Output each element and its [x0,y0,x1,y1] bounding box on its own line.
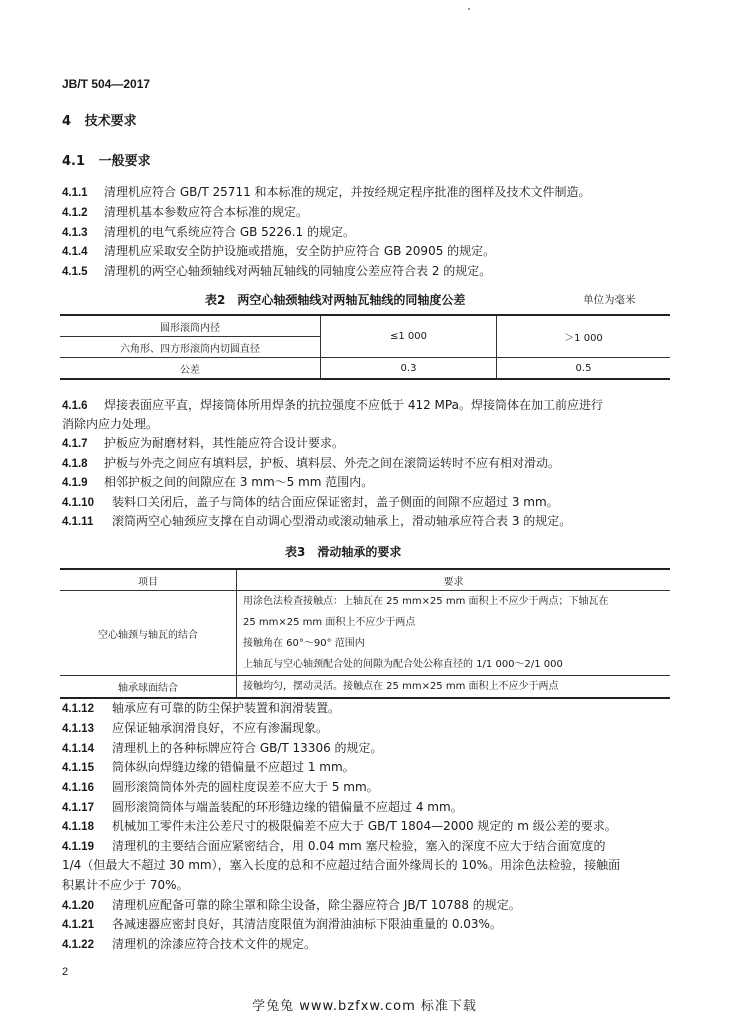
scan-speck [468,8,470,10]
clause-4-1-16: 4.1.16 圆形滚筒筒体外壳的圆柱度误差不应大于 5 mm。 [62,780,379,794]
clause-4-1-22: 4.1.22 清理机的涂漆应符合技术文件的规定。 [62,937,317,951]
clause-4-1-17: 4.1.17 圆形滚筒筒体与端盖装配的环形缝边缘的错偏量不应超过 4 mm。 [62,800,463,814]
clause-4-1-11: 4.1.11 滚筒两空心轴颈应支撑在自动调心型滑动或滚动轴承上，滑动轴承应符合表 3 的规定。 [62,514,572,528]
clause-4-1-14: 4.1.14 清理机上的各种标牌应符合 GB/T 13306 的规定。 [62,741,383,755]
clause-4-1-4: 4.1.4 清理机应采取安全防护设施或措施，安全防护应符合 GB 20905 的规定。 [62,244,496,258]
table-2-caption: 表2 两空心轴颈轴线对两轴瓦轴线的同轴度公差 [205,293,466,307]
section-4-1-heading: 4.1 一般要求 [62,154,151,169]
clause-4-1-19-cont-1: 1/4（但最大不超过 30 mm），塞入长度的总和不应超过结合面外缘周长的 10%。用涂色法检验，接触面 [62,858,621,872]
t2-tol-label: 公差 [60,358,321,380]
t2-tol-gt: 0.5 [497,358,671,380]
t3-col-item: 项目 [60,569,237,591]
table-3-caption: 表3 滑动轴承的要求 [285,545,402,559]
clause-4-1-18: 4.1.18 机械加工零件未注公差尺寸的极限偏差不应大于 GB/T 1804—2000 规定的 m 级公差的要求。 [62,819,617,833]
section-4-heading: 4 技术要求 [62,114,137,129]
clause-4-1-10: 4.1.10 装料口关闭后，盖子与筒体的结合面应保证密封，盖子侧面的间隙不应超过 3 mm。 [62,495,559,509]
clause-4-1-8: 4.1.8 护板与外壳之间应有填料层，护板、填料层、外壳之间在滚筒运转时不应有相对滑动。 [62,456,561,470]
t2-row1-label: 圆形滚筒内径 [60,315,321,337]
table-2-unit: 单位为毫米 [583,294,636,306]
clause-4-1-19: 4.1.19 清理机的主要结合面应紧密结合，用 0.04 mm 塞尺检验，塞入的深度不应大于结合面宽度的 [62,839,606,853]
t3-r1-item: 空心轴颈与轴瓦的结合 [60,591,237,676]
clause-4-1-9: 4.1.9 相邻护板之间的间隙应在 3 mm～5 mm 范围内。 [62,475,374,489]
clause-4-1-2: 4.1.2 清理机基本参数应符合本标准的规定。 [62,205,309,219]
t3-r2-req: 接触均匀，摆动灵活。接触点在 25 mm×25 mm 面积上不应少于两点 [237,676,671,699]
t2-col-le: ≤1 000 [321,315,497,358]
clause-4-1-7: 4.1.7 护板应为耐磨材料，其性能应符合设计要求。 [62,436,345,450]
table-2 [60,314,670,380]
page-number: 2 [62,966,69,978]
clause-4-1-5: 4.1.5 清理机的两空心轴颈轴线对两轴瓦轴线的同轴度公差应符合表 2 的规定。 [62,264,492,278]
t3-col-req: 要求 [237,569,671,591]
t2-row2-label: 六角形、四方形滚筒内切圆直径 [60,337,321,358]
standard-number: JB/T 504—2017 [62,77,151,91]
clause-4-1-13: 4.1.13 应保证轴承润滑良好，不应有渗漏现象。 [62,721,329,735]
clause-4-1-12: 4.1.12 轴承应有可靠的防尘保护装置和润滑装置。 [62,701,341,715]
watermark-footer: 学兔兔 www.bzfxw.com 标准下载 [252,999,477,1014]
table-3 [60,568,670,699]
t2-col-gt: ＞1 000 [497,315,671,358]
t3-r1-req: 用涂色法检查接触点：上轴瓦在 25 mm×25 mm 面积上不应少于两点；下轴瓦在 25 mm×25 mm 面积上不应少于两点 接触角在 60°～90° 范围内 上轴瓦与空心轴颈配合处的间隙为配合处公称直径的 1/1 000～2/1 000 [237,591,671,676]
t2-tol-le: 0.3 [321,358,497,380]
clause-4-1-21: 4.1.21 各减速器应密封良好，其清洁度限值为润滑油油标下限油重量的 0.03%。 [62,917,502,931]
clause-4-1-15: 4.1.15 筒体纵向焊缝边缘的错偏量不应超过 1 mm。 [62,760,355,774]
clause-4-1-3: 4.1.3 清理机的电气系统应符合 GB 5226.1 的规定。 [62,225,355,239]
clause-4-1-6: 4.1.6 焊接表面应平直，焊接筒体所用焊条的抗拉强度不应低于 412 MPa。焊接筒体在加工前应进行 [62,398,603,412]
clause-4-1-20: 4.1.20 清理机应配备可靠的除尘罩和除尘设备，除尘器应符合 JB/T 10788 的规定。 [62,898,521,912]
clause-4-1-6-cont: 消除内应力处理。 [62,417,159,431]
clause-4-1-19-cont-2: 积累计不应少于 70%。 [62,878,189,892]
clause-4-1-1: 4.1.1 清理机应符合 GB/T 25711 和本标准的规定，并按经规定程序批准的图样及技术文件制造。 [62,185,591,199]
t3-r2-item: 轴承球面结合 [60,676,237,699]
